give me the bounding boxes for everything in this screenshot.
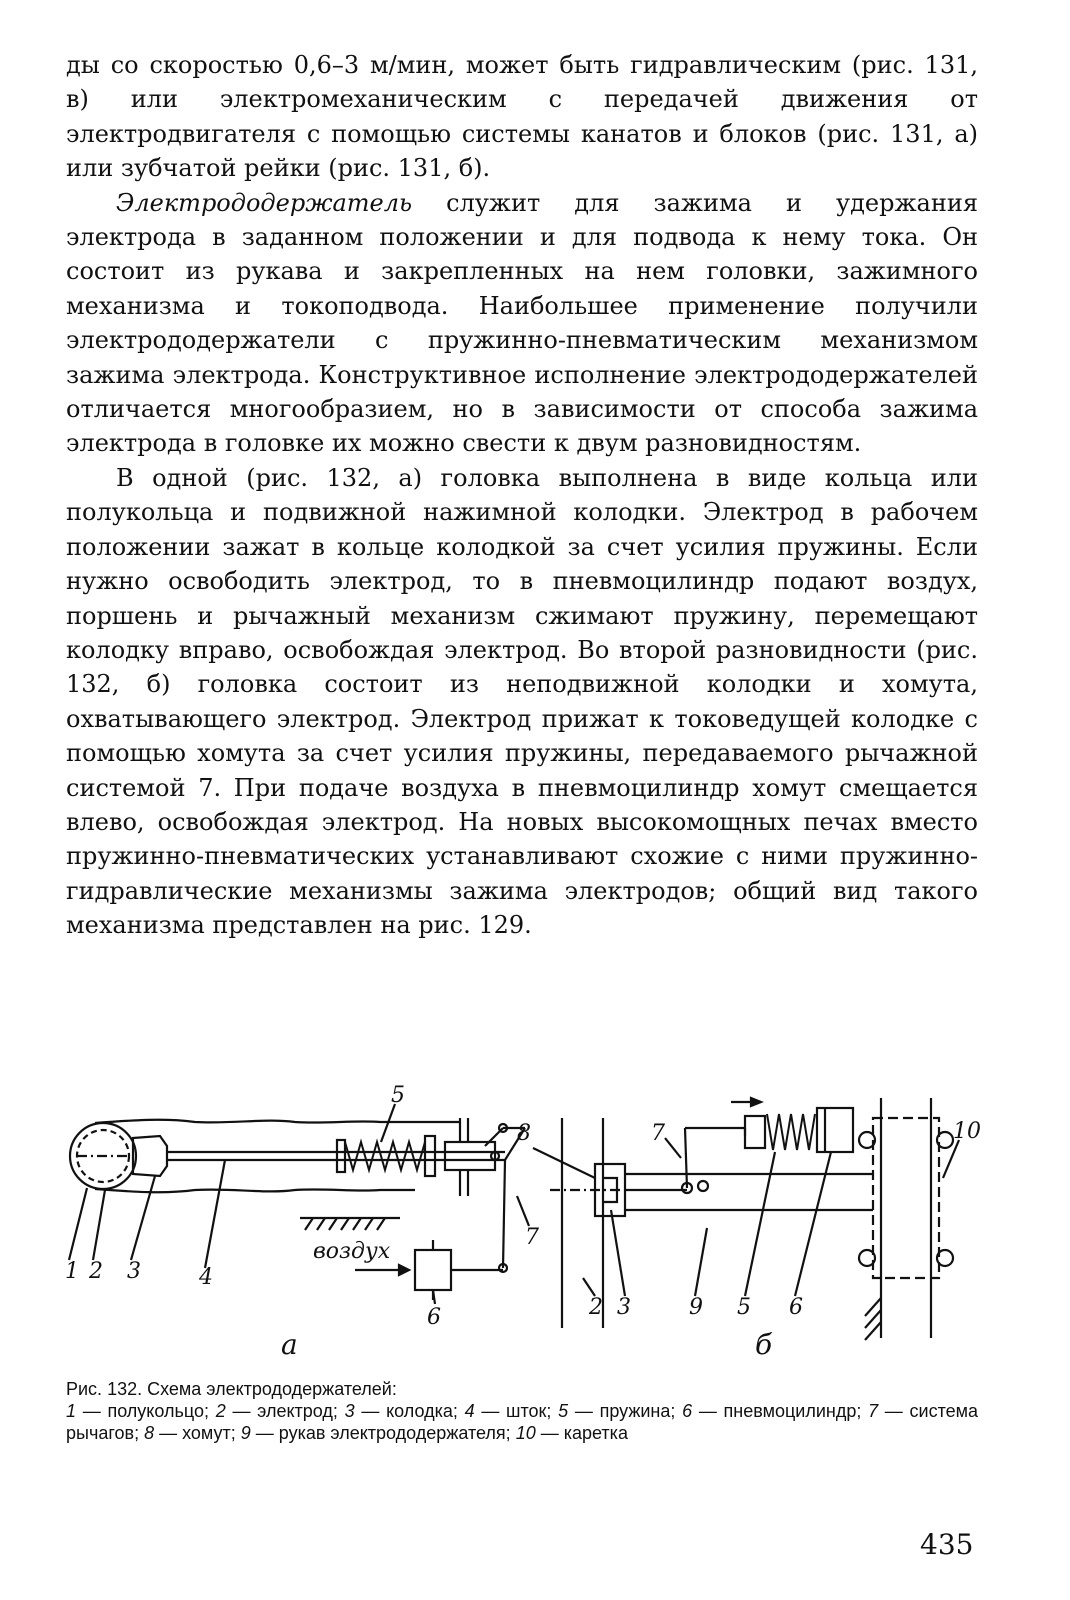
label-5: 5 xyxy=(391,1083,405,1108)
caption-item-10: 10 — каретка xyxy=(515,1423,628,1443)
paragraph-2 xyxy=(66,186,978,461)
shoe-3 xyxy=(133,1136,167,1176)
air-label: воздух xyxy=(313,1239,391,1264)
page-number: 435 xyxy=(920,1528,974,1561)
lever-7 xyxy=(685,1128,687,1188)
paragraph-3: В одной (рис. 132, а) головка выполнена в виде кольца или полукольца и подвижной нажимной колодки. Электрод в рабочем положении зажат в кольце колодкой за счет усилия пружины. Если нужно освободить электрод, то в пневмоцилиндр подают воздух, поршень и рычажный механизм сжимают пружину, перемещают колодку вправо, освобождая электрод. Во второй разновидности (рис. 132, б) головка состоит из неподвижной колодки и хомута, охватывающего электрод. Электрод прижат к токоведущей колодке с помощью хомута за счет усилия пружины, передаваемого рычажной системой 7. При подаче воздуха в пневмоцилиндр хомут смещается влево, освобождая электрод. На новых высокомощных печах вместо пружинно-пневматических устанавливают схожие с ними пружинно-гидравлические механизмы зажима электродов; общий вид такого механизма представлен на рис. 129. xyxy=(66,463,978,940)
caption-item-5: 5 — пружина; xyxy=(558,1401,683,1421)
label-b-9: 9 xyxy=(689,1295,703,1320)
label-3: 3 xyxy=(127,1259,141,1284)
caption-item-3: 3 — колодка; xyxy=(344,1401,465,1421)
caption-item-6: 6 — пневмоцилиндр; xyxy=(682,1401,869,1421)
caption-item-7: 7 — система рычагов; xyxy=(66,1401,979,1443)
caption-item-1: 1 — полукольцо; xyxy=(66,1401,216,1421)
caption-item-8: 8 — хомут; xyxy=(144,1423,241,1443)
label-b-7: 7 xyxy=(651,1121,665,1146)
spring-5 xyxy=(345,1142,425,1170)
pneumo-cylinder-6-b xyxy=(817,1108,853,1152)
label-6: 6 xyxy=(427,1305,441,1330)
figure-caption xyxy=(66,1378,978,1444)
caption-item-2: 2 — электрод; xyxy=(215,1401,345,1421)
caption-item-4: 4 — шток; xyxy=(464,1401,559,1421)
paragraph-2-text: служит для зажима и удержания электрода в заданном положении и для подвода к нему тока. Он состоит из рукава и закрепленных на нем головки, зажимного механизма и токоподвода. Наибольшее применение получили электрододержатели с пружинно-пневматическим механизмом зажима электрода. Конструктивное исполнение электрододержателей отличается многообразием, но в зависимости от способа зажима электрода в головке их можно свести к двум разновидностям. xyxy=(66,188,978,458)
label-b-5: 5 xyxy=(737,1295,751,1320)
label-b-6: 6 xyxy=(789,1295,803,1320)
label-4: 4 xyxy=(199,1265,213,1290)
label-b: б xyxy=(755,1328,773,1361)
label-b-2: 2 xyxy=(589,1295,603,1320)
paragraph-1: ды со скоростью 0,6–3 м/мин, может быть гидравлическим (рис. 131, в) или электромеханическим с передачей движения от электродвигателя с помощью системы канатов и блоков (рис. 131, а) или зубчатой рейки (рис. 131, б). xyxy=(66,51,978,183)
label-b-3: 3 xyxy=(617,1295,631,1320)
spring-5-b xyxy=(767,1114,815,1150)
pneumo-cylinder-6 xyxy=(415,1250,451,1290)
caption-title: Рис. 132. Схема электрододержателей: xyxy=(66,1379,397,1399)
label-2: 2 xyxy=(89,1259,103,1284)
label-7: 7 xyxy=(525,1225,539,1250)
caption-item-9: 9 — рукав электрододержателя; xyxy=(240,1423,516,1443)
label-1: 1 xyxy=(65,1259,79,1284)
label-b-8: 8 xyxy=(517,1121,531,1146)
label-b-10: 10 xyxy=(953,1119,981,1144)
label-a: а xyxy=(281,1328,298,1361)
carriage-10 xyxy=(873,1118,939,1278)
body-text xyxy=(66,48,978,943)
figure-132-diagram xyxy=(55,1078,985,1378)
term-electrode-holder: Электрододержатель xyxy=(116,188,413,217)
